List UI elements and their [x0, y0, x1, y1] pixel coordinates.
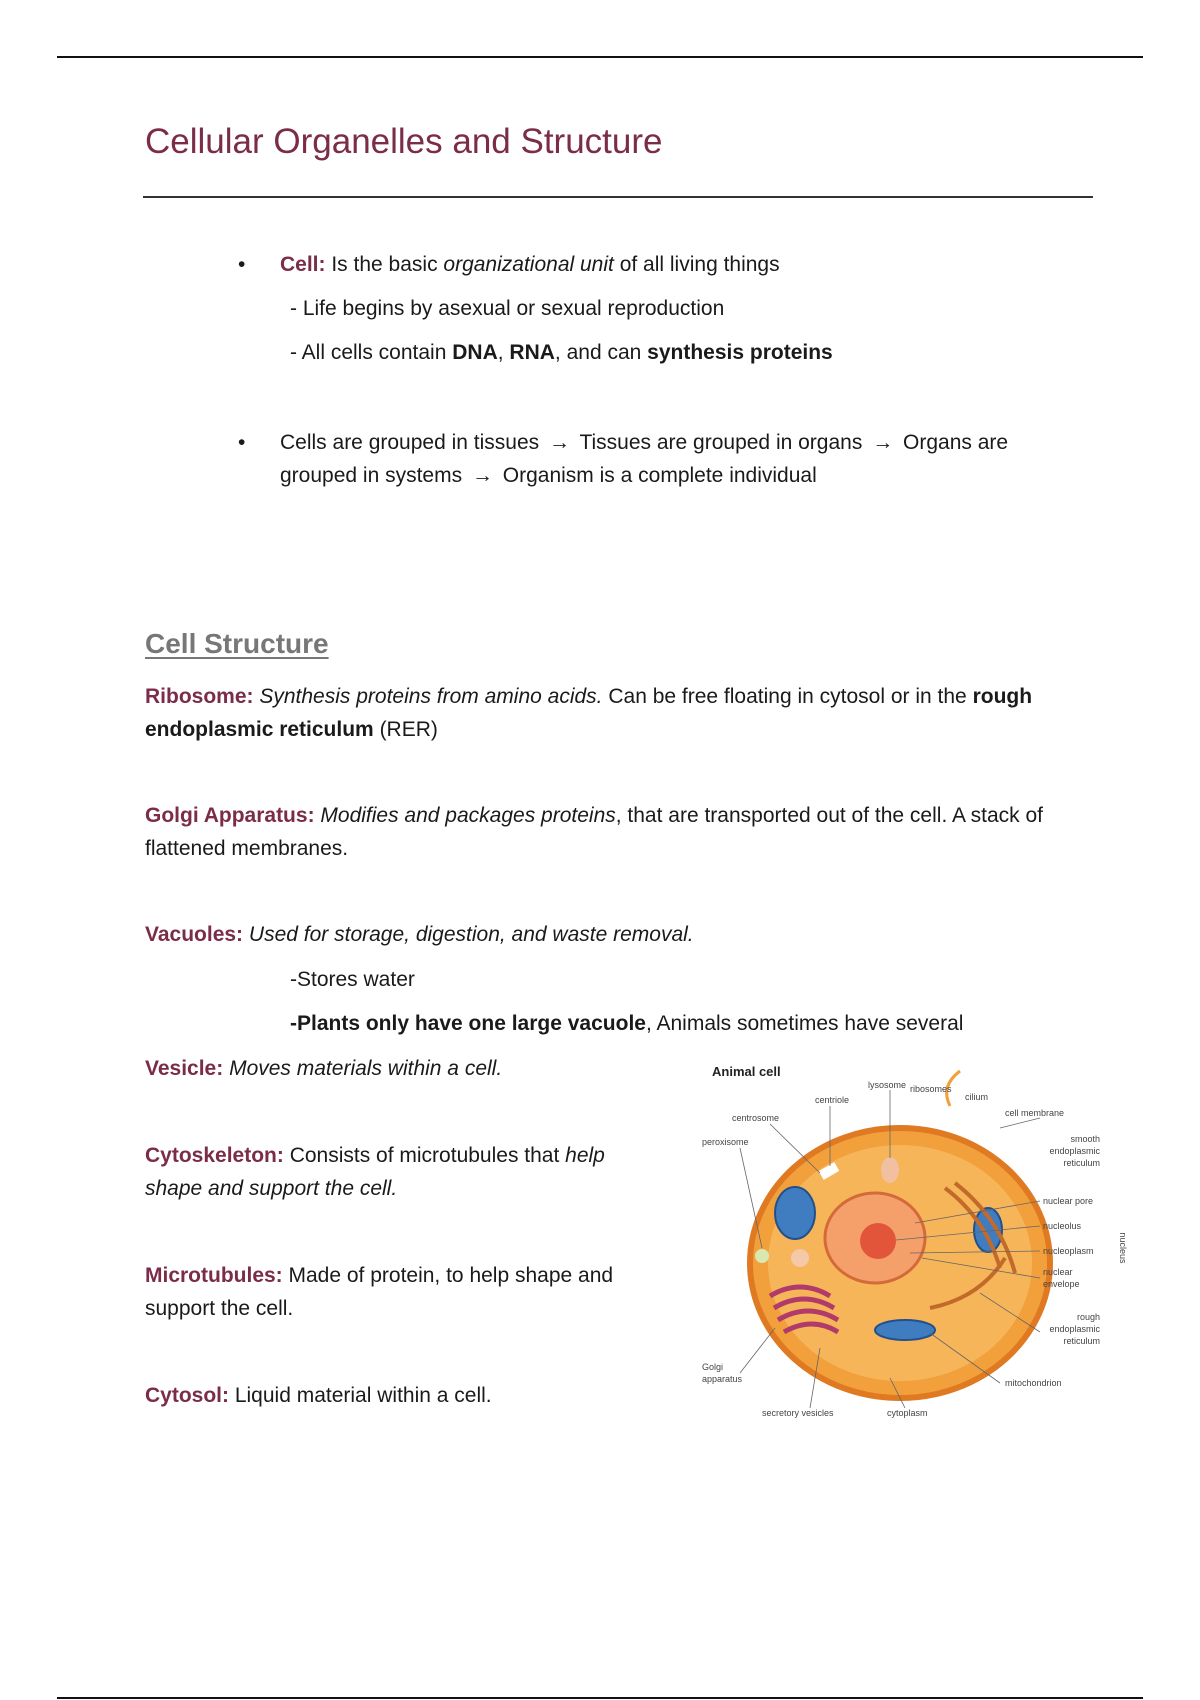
text-segment: Can be free floating in cytosol or in the [602, 685, 973, 708]
label-cilium: cilium [965, 1092, 989, 1102]
label-smooth-er: endoplasmic [1049, 1146, 1100, 1156]
bullet-body [280, 426, 1070, 492]
text-segment: , Animals sometimes have several [645, 1012, 964, 1035]
text-segment: Liquid material within a cell. [229, 1384, 492, 1407]
bottom-rule [57, 1697, 1143, 1699]
leader-line [1000, 1118, 1040, 1128]
text-bold: synthesis proteins [647, 341, 833, 364]
text-bold: -Plants only have one large vacuole [290, 1012, 646, 1035]
label-nucleus: nucleus [1118, 1232, 1128, 1264]
peroxisome-shape [755, 1249, 769, 1263]
label-golgi: apparatus [702, 1374, 743, 1384]
vacuoles-sub-plants [290, 1007, 963, 1040]
text-segment: - All cells contain [290, 341, 453, 364]
bullet-body [280, 248, 1070, 281]
definition-golgi [145, 799, 1085, 865]
lysosome-shape [881, 1157, 899, 1183]
definition-cytoskeleton [145, 1139, 665, 1205]
text-italic: Modifies and packages proteins [320, 804, 616, 827]
text-segment: Consists of microtubules that [283, 1144, 566, 1167]
animal-cell-diagram [700, 1058, 1130, 1423]
vacuoles-sub-water: -Stores water [290, 968, 415, 991]
text-bold: RNA [509, 341, 555, 364]
top-rule [57, 56, 1143, 58]
label-lysosome: lysosome [868, 1080, 907, 1090]
text-italic: help shape and support the cell. [145, 1144, 605, 1200]
label-secretory-vesicles: secretory vesicles [762, 1408, 834, 1418]
label-nuclear-pore: nuclear pore [1043, 1196, 1094, 1206]
label-rough-er: endoplasmic [1049, 1324, 1100, 1334]
text-bold: DNA [452, 341, 498, 364]
label-golgi: Golgi [702, 1362, 724, 1372]
text-segment: Made of protein, to help shape and support the cell. [145, 1264, 614, 1320]
text-bold: rough endoplasmic reticulum [145, 685, 1033, 741]
definition-vacuoles [145, 918, 1085, 951]
text-italic: Synthesis proteins from amino acids. [259, 685, 603, 708]
section-heading: Cell Structure [145, 628, 329, 659]
page-title: Cellular Organelles and Structure [145, 122, 663, 161]
text-segment: , that are transported out of the cell. A stack of flattened membranes. [145, 804, 1043, 860]
mitochondrion-shape [875, 1320, 935, 1340]
text-segment: Tissues are grouped in organs [579, 431, 863, 454]
label-nuclear-envelope: nuclear [1043, 1267, 1073, 1277]
term-vacuoles: Vacuoles: [145, 923, 244, 946]
label-nuclear-envelope: envelope [1043, 1279, 1080, 1289]
definition-ribosome [145, 680, 1085, 746]
term-cytosol: Cytosol: [145, 1384, 229, 1407]
label-cytoplasm: cytoplasm [887, 1408, 928, 1418]
nucleolus-shape [860, 1223, 896, 1259]
label-cell-membrane: cell membrane [1005, 1108, 1065, 1118]
term-microtubules: Microtubules: [145, 1264, 283, 1287]
definition-vesicle [145, 1052, 665, 1085]
label-centriole: centriole [815, 1095, 850, 1105]
sub-point-reproduction: - Life begins by asexual or sexual reproduction [290, 297, 725, 320]
label-smooth-er: smooth [1070, 1134, 1100, 1144]
label-smooth-er: reticulum [1063, 1158, 1100, 1168]
text-italic: organizational unit [443, 253, 614, 276]
label-nucleolus: nucleolus [1043, 1221, 1082, 1231]
term-cytoskeleton: Cytoskeleton: [145, 1144, 284, 1167]
text-segment: Cells are grouped in tissues [280, 431, 540, 454]
mitochondrion-shape [775, 1187, 815, 1239]
diagram-title: Animal cell [712, 1064, 781, 1079]
definition-cytosol [145, 1379, 665, 1412]
sub-point-dna-rna [290, 336, 833, 369]
leader-line [740, 1328, 775, 1373]
label-ribosomes: ribosomes [910, 1084, 952, 1094]
term-cell: Cell: [280, 253, 326, 276]
label-peroxisome: peroxisome [702, 1137, 749, 1147]
arrow-icon: → [548, 431, 570, 454]
text-segment: (RER) [373, 718, 438, 741]
vesicle-shape [791, 1249, 809, 1267]
text-segment: of all living things [613, 253, 780, 276]
label-rough-er: rough [1076, 1312, 1100, 1322]
text-segment: Is the basic [325, 253, 444, 276]
label-nucleoplasm: nucleoplasm [1043, 1246, 1094, 1256]
definition-microtubules [145, 1259, 665, 1325]
term-golgi: Golgi Apparatus: [145, 804, 315, 827]
term-ribosome: Ribosome: [145, 685, 254, 708]
text-segment: , and can [554, 341, 648, 364]
text-segment: Organism is a complete individual [502, 464, 817, 487]
label-rough-er: reticulum [1063, 1336, 1100, 1346]
bullet-dot: • [238, 431, 246, 454]
arrow-icon: → [471, 464, 493, 487]
label-mitochondrion: mitochondrion [1005, 1378, 1062, 1388]
text-italic: Moves materials within a cell. [229, 1057, 503, 1080]
label-centrosome: centrosome [732, 1113, 780, 1123]
text-segment: , [497, 341, 510, 364]
arrow-icon: → [872, 431, 894, 454]
term-vesicle: Vesicle: [145, 1057, 224, 1080]
bullet-dot: • [238, 253, 246, 276]
text-italic: Used for storage, digestion, and waste removal. [248, 923, 694, 946]
text-segment: Organs are grouped in systems [280, 431, 1009, 487]
title-underline-rule [143, 196, 1093, 198]
